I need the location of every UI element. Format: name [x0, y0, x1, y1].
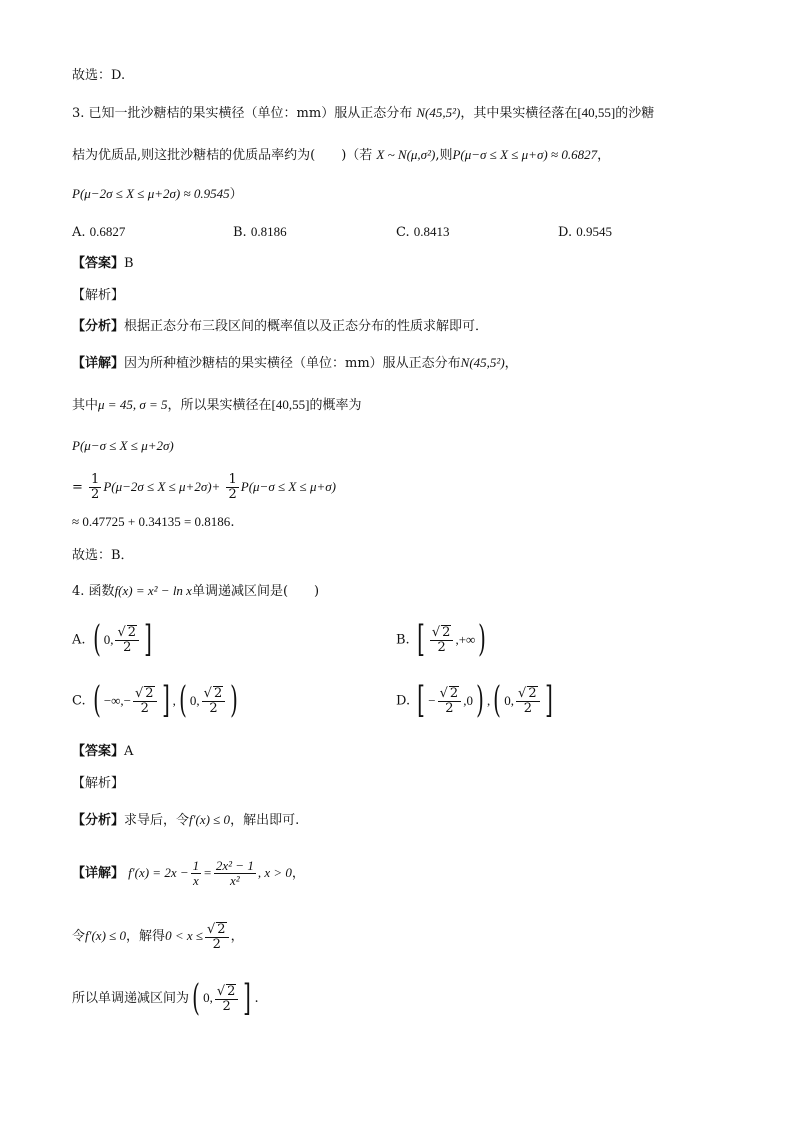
bracket-close: ]	[161, 680, 170, 721]
option-text: −	[428, 693, 436, 708]
q3-option-b	[233, 224, 287, 240]
equation: P(μ−2σ ≤ X ≤ μ+2σ)+	[103, 479, 221, 494]
interval-text: 0,	[203, 990, 213, 1005]
q3-option-c	[396, 224, 450, 240]
radicand: 2	[127, 625, 137, 640]
equals-sign: =	[203, 865, 212, 880]
fraction-denominator: 2	[140, 701, 149, 716]
q3-option-a	[72, 224, 125, 240]
bracket-open: [	[416, 619, 425, 660]
q4-function: f(x) = x² − ln x	[114, 583, 192, 598]
fraction-root2-over-2: $\frac{√ 2}{2}$	[516, 686, 540, 716]
option-text: ,+∞	[455, 632, 476, 647]
option-label: A.	[72, 225, 86, 240]
fraction-root2-over-2: $\frac{√ 2}{2}$	[430, 625, 454, 655]
q3-text: ）	[229, 187, 243, 202]
option-text: ,0	[463, 693, 473, 708]
q4-fenxi	[72, 811, 299, 830]
q4-analysis-tag: 【解析】	[72, 776, 125, 791]
fraction-numerator: 1	[228, 472, 237, 487]
fraction-denominator: 2	[445, 701, 454, 716]
option-text: 0,	[103, 632, 114, 647]
fraction-denominator: x²	[230, 873, 240, 888]
q3-condition-1sigma: P(μ−σ ≤ X ≤ μ+σ) ≈ 0.6827	[452, 147, 598, 162]
fraction-numerator: 1	[91, 472, 100, 487]
q3-interval: [40,55]	[271, 397, 310, 412]
q3-equation-3	[72, 513, 234, 532]
paren-open: (	[92, 680, 101, 721]
q3-interval: [40,55]	[577, 105, 616, 120]
prev-conclusion: 故选：D.	[72, 68, 126, 83]
radicand: 2	[528, 686, 537, 701]
option-value: 0.9545	[576, 224, 612, 239]
q3-equation-2	[72, 472, 336, 503]
radicand: 2	[442, 625, 451, 640]
xiangjie-tag: 【详解】	[72, 866, 125, 881]
equation: P(μ−σ ≤ X ≤ μ+σ)	[240, 479, 336, 494]
bracket-close: ]	[544, 680, 553, 721]
q4-text: 函数	[88, 584, 115, 599]
q3-text: ,则	[435, 148, 453, 163]
text: 的概率为	[309, 398, 362, 413]
answer-tag: 【答案】	[72, 256, 125, 271]
fraction-root2-over-2: $\frac{√ 2}{2}$	[202, 686, 226, 716]
fraction-numerator: 2x² − 1	[215, 858, 254, 873]
q4-final	[72, 977, 259, 1019]
answer-value: B	[124, 256, 134, 271]
paren-open: (	[92, 619, 101, 660]
q3-conclusion: 故选：B．	[72, 548, 134, 563]
radicand: 2	[145, 686, 154, 701]
text: 所以单调递减区间为	[72, 991, 190, 1006]
q4-option-c: C. ( −∞,− $\frac{√ 2}{2}$ ] ,( 0, $\frac{√ 2}{2}$ )	[72, 680, 239, 721]
q3-distribution: N(45,5²)	[416, 105, 461, 120]
radicand: 2	[217, 921, 226, 937]
text: .	[254, 991, 259, 1006]
q3-option-d	[558, 224, 612, 240]
q3-text: ，其中果实横径落在	[460, 106, 578, 121]
q4-text: 单调递减区间是( )	[191, 584, 320, 599]
condition: f′(x) ≤ 0	[85, 928, 127, 943]
q3-condition-normal: X ~ N(μ,σ²)	[376, 147, 436, 162]
q4-option-a	[72, 619, 155, 660]
fraction-numerator: 1	[192, 858, 200, 873]
fraction-denominator: x	[192, 873, 199, 888]
q3-condition-2sigma: P(μ−2σ ≤ X ≤ μ+2σ) ≈ 0.9545	[72, 186, 230, 201]
fraction-denominator: 2	[523, 701, 532, 716]
option-value: 0.6827	[89, 224, 126, 239]
q3-fenxi	[72, 318, 488, 336]
q4-option-d: D. [ − $\frac{√ 2}{2}$ ,0) ,( 0, $\frac{√ 2}{2}$ ]	[396, 680, 553, 721]
fraction-denominator: 2	[91, 487, 100, 502]
fenxi-tag: 【分析】	[72, 813, 125, 828]
fraction-half	[89, 473, 101, 502]
q3-mu-line	[72, 396, 361, 415]
condition: f′(x) ≤ 0	[189, 812, 231, 827]
fraction-denominator: 2	[228, 487, 237, 502]
fraction-root2-over-2: $\frac{√ 2}{2}$	[205, 922, 229, 952]
equation: ≈ 0.47725 + 0.34135 = 0.8186	[72, 514, 231, 529]
text: ，所以果实横径在	[167, 398, 272, 413]
fenxi-tag: 【分析】	[72, 319, 125, 334]
xiangjie-text: ，	[504, 356, 518, 371]
fraction-1-over-x	[191, 859, 202, 888]
option-label: D.	[558, 225, 573, 240]
radicand: 2	[213, 686, 223, 701]
q3-number: 3.	[72, 106, 85, 121]
fraction-derivative	[214, 859, 256, 888]
q3-text: 已知一批沙糖桔的果实横径（单位：mm）服从正态分布	[88, 106, 413, 121]
fraction-root2-over-2: $\frac{√ 2}{2}$	[133, 686, 157, 716]
option-value: 0.8413	[413, 224, 450, 239]
q4-answer	[72, 743, 133, 761]
radicand: 2	[227, 983, 236, 999]
q4-option-b	[396, 619, 489, 660]
fenxi-text: ，解出即可.	[230, 813, 300, 828]
answer-value: A	[124, 744, 134, 759]
fraction-root2-over-2: $\frac{√ 2}{2}$	[438, 686, 462, 716]
text: ，	[230, 929, 244, 944]
q3-xiangjie	[72, 354, 518, 373]
option-value: 0.8186	[250, 224, 287, 239]
q4-xiangjie	[72, 855, 305, 892]
xiangjie-tag: 【详解】	[72, 356, 125, 371]
fenxi-text: 根据正态分布三段区间的概率值以及正态分布的性质求解即可．	[124, 319, 489, 334]
equals-sign: =	[72, 480, 83, 495]
q3-text: 桔为优质品,则这批沙糖桔的优质品率约为( )（若	[72, 148, 373, 163]
mu-sigma-values: μ = 45, σ = 5	[98, 397, 168, 412]
paren-open: (	[493, 680, 502, 721]
fraction-half	[226, 473, 238, 502]
paren-open: (	[179, 680, 187, 721]
text: .	[230, 515, 235, 530]
option-label: C.	[72, 693, 86, 709]
option-label: A.	[72, 632, 86, 648]
q4-ling	[72, 918, 244, 955]
fraction-denominator: 2	[123, 640, 132, 655]
q3-analysis-tag: 【解析】	[72, 288, 125, 303]
xiangjie-text: 因为所种植沙糖桔的果实横径（单位：mm）服从正态分布	[124, 356, 461, 371]
derivative: f′(x) = 2x −	[128, 865, 189, 880]
q3-line-2	[72, 146, 610, 165]
q3-answer	[72, 255, 134, 273]
option-text: −∞,−	[103, 693, 131, 708]
option-label: B.	[233, 225, 247, 240]
q4-line-1	[72, 582, 319, 601]
text: 令	[72, 929, 86, 944]
q3-equation-1	[72, 437, 174, 456]
option-label: C.	[396, 225, 410, 240]
answer-tag: 【答案】	[72, 744, 125, 759]
equation: P(μ−σ ≤ X ≤ μ+2σ)	[72, 438, 174, 453]
q3-line-3	[72, 185, 243, 204]
q3-text: ，	[597, 148, 611, 163]
inequality: 0 < x ≤	[165, 928, 203, 943]
fraction-root2-over-2: $\frac{√ 2}{2}$	[215, 984, 239, 1014]
fraction-denominator: 2	[209, 701, 218, 716]
q3-text: 的沙糖	[615, 106, 655, 121]
bracket-close: ]	[243, 977, 252, 1019]
radicand: 2	[449, 686, 459, 701]
paren-close: )	[476, 680, 484, 721]
option-label: D.	[396, 693, 411, 709]
fraction-denominator: 2	[222, 998, 231, 1014]
bracket-close: ]	[144, 619, 152, 660]
paren-open: (	[192, 977, 200, 1019]
fraction-denominator: 2	[212, 936, 221, 952]
q4-number: 4.	[72, 584, 85, 599]
bracket-open: [	[417, 680, 426, 721]
domain-condition: , x > 0	[257, 865, 292, 880]
paren-close: )	[478, 619, 487, 660]
q3-distribution: N(45,5²)	[460, 355, 505, 370]
fenxi-text: 求导后，令	[124, 813, 190, 828]
text: 其中	[72, 398, 99, 413]
fraction-root2-over-2: $\frac{√ 2}{2}$	[115, 625, 139, 655]
text: ，解得	[126, 929, 166, 944]
text: ，	[291, 866, 305, 881]
option-label: B.	[396, 632, 410, 648]
fraction-denominator: 2	[437, 640, 446, 655]
q3-line-1	[72, 104, 654, 123]
paren-close: )	[230, 680, 239, 721]
